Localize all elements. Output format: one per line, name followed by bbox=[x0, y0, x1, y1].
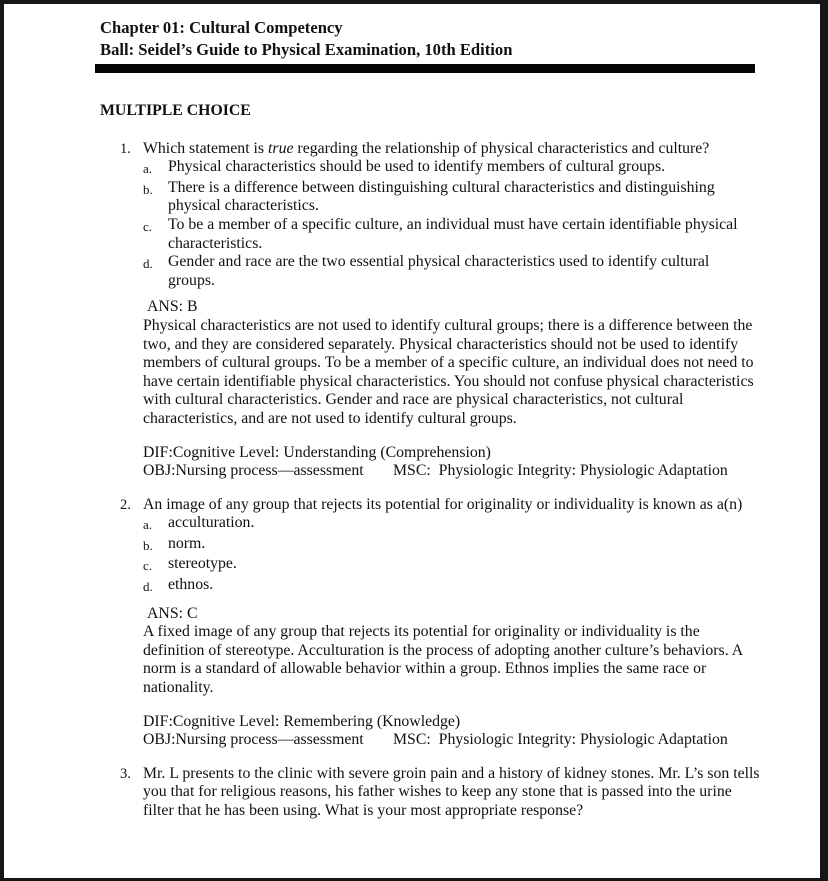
obj-text: OBJ:Nursing process—assessment bbox=[143, 731, 364, 749]
option-text: Physical characteristics should be used to identify members of cultural groups. bbox=[168, 158, 666, 176]
option-row bbox=[143, 555, 760, 576]
option-letter: d. bbox=[143, 256, 153, 272]
obj-msc-line bbox=[143, 731, 760, 750]
rationale-text: Physical characteristics are not used to identify cultural groups; there is a difference between the two, and they are considered separately. Physical characteristics should not be used to identify members of cultural groups. To be a member of a specific culture, an individual does not need to have certain identifiable physical characteristics. You should not confuse physical characteristics with cultural characteristics. Gender and race are physical characteristics, not cultural characteristics, and are not used to identify cultural groups. bbox=[143, 316, 754, 427]
question-item bbox=[100, 496, 760, 750]
question-item bbox=[100, 140, 760, 481]
option-text: stereotype. bbox=[168, 555, 237, 573]
question-stem: Which statement is true regarding the relationship of physical characteristics and culture? bbox=[143, 139, 710, 157]
obj-msc-line bbox=[143, 462, 760, 481]
answer-block bbox=[143, 298, 760, 428]
question-number: 1. bbox=[120, 140, 131, 157]
stem-italic-word: true bbox=[268, 139, 294, 157]
answer-block bbox=[143, 605, 760, 698]
option-row bbox=[143, 179, 760, 216]
header-rule bbox=[95, 64, 755, 73]
option-text: Gender and race are the two essential physical characteristics used to identify cultural groups. bbox=[168, 253, 710, 289]
msc-text: MSC: Physiologic Integrity: Physiologic Adaptation bbox=[393, 462, 728, 480]
option-letter: b. bbox=[143, 537, 153, 553]
option-letter: a. bbox=[143, 161, 153, 177]
option-letter: b. bbox=[143, 181, 153, 197]
dif-line: DIF:Cognitive Level: Understanding (Comprehension) bbox=[143, 443, 491, 461]
option-row bbox=[143, 535, 760, 556]
question-meta bbox=[143, 444, 760, 481]
option-text: acculturation. bbox=[168, 514, 255, 532]
document-header bbox=[100, 17, 760, 61]
page-content bbox=[4, 4, 820, 821]
option-text: To be a member of a specific culture, an individual must have certain identifiable physical characteristics. bbox=[168, 215, 738, 252]
question-stem: Mr. L presents to the clinic with severe groin pain and a history of kidney stones. Mr. L’s son tells you that for religious reasons, his father wishes to keep any stone that is passed into the urine filter that he has been using. What is your most appropriate response? bbox=[143, 764, 760, 819]
question-number: 2. bbox=[120, 496, 131, 513]
option-row bbox=[143, 576, 760, 597]
section-title: MULTIPLE CHOICE bbox=[100, 102, 251, 119]
question-stem: An image of any group that rejects its potential for originality or individuality is known as a(n) bbox=[143, 495, 743, 513]
question-number: 3. bbox=[120, 765, 131, 782]
option-letter: c. bbox=[143, 558, 153, 574]
answer-label: ANS: C bbox=[147, 604, 198, 622]
header-book-title: Ball: Seidel’s Guide to Physical Examination, 10th Edition bbox=[100, 40, 513, 59]
option-text: ethnos. bbox=[168, 576, 214, 594]
option-letter: d. bbox=[143, 579, 153, 595]
option-text: There is a difference between distinguishing cultural characteristics and distinguishing physical characteristics. bbox=[168, 178, 715, 215]
answer-label: ANS: B bbox=[147, 298, 198, 316]
option-row bbox=[143, 253, 760, 290]
header-chapter-title: Chapter 01: Cultural Competency bbox=[100, 18, 343, 37]
option-letter: a. bbox=[143, 517, 153, 533]
question-item bbox=[100, 765, 760, 821]
rationale-text: A fixed image of any group that rejects its potential for originality or individuality is the definition of stereotype. Acculturation is the process of adopting another culture’s behaviors. A norm is a standard of allowable behavior within a group. Ethnos implies the same race or nationality. bbox=[143, 623, 743, 697]
option-row bbox=[143, 514, 760, 535]
option-row bbox=[143, 158, 760, 179]
option-row bbox=[143, 216, 760, 253]
dif-line: DIF:Cognitive Level: Remembering (Knowledge) bbox=[143, 712, 461, 730]
question-meta bbox=[143, 713, 760, 750]
document-page bbox=[4, 4, 820, 878]
msc-text: MSC: Physiologic Integrity: Physiologic Adaptation bbox=[393, 731, 728, 749]
option-text: norm. bbox=[168, 534, 206, 552]
option-letter: c. bbox=[143, 218, 153, 234]
obj-text: OBJ:Nursing process—assessment bbox=[143, 462, 364, 480]
